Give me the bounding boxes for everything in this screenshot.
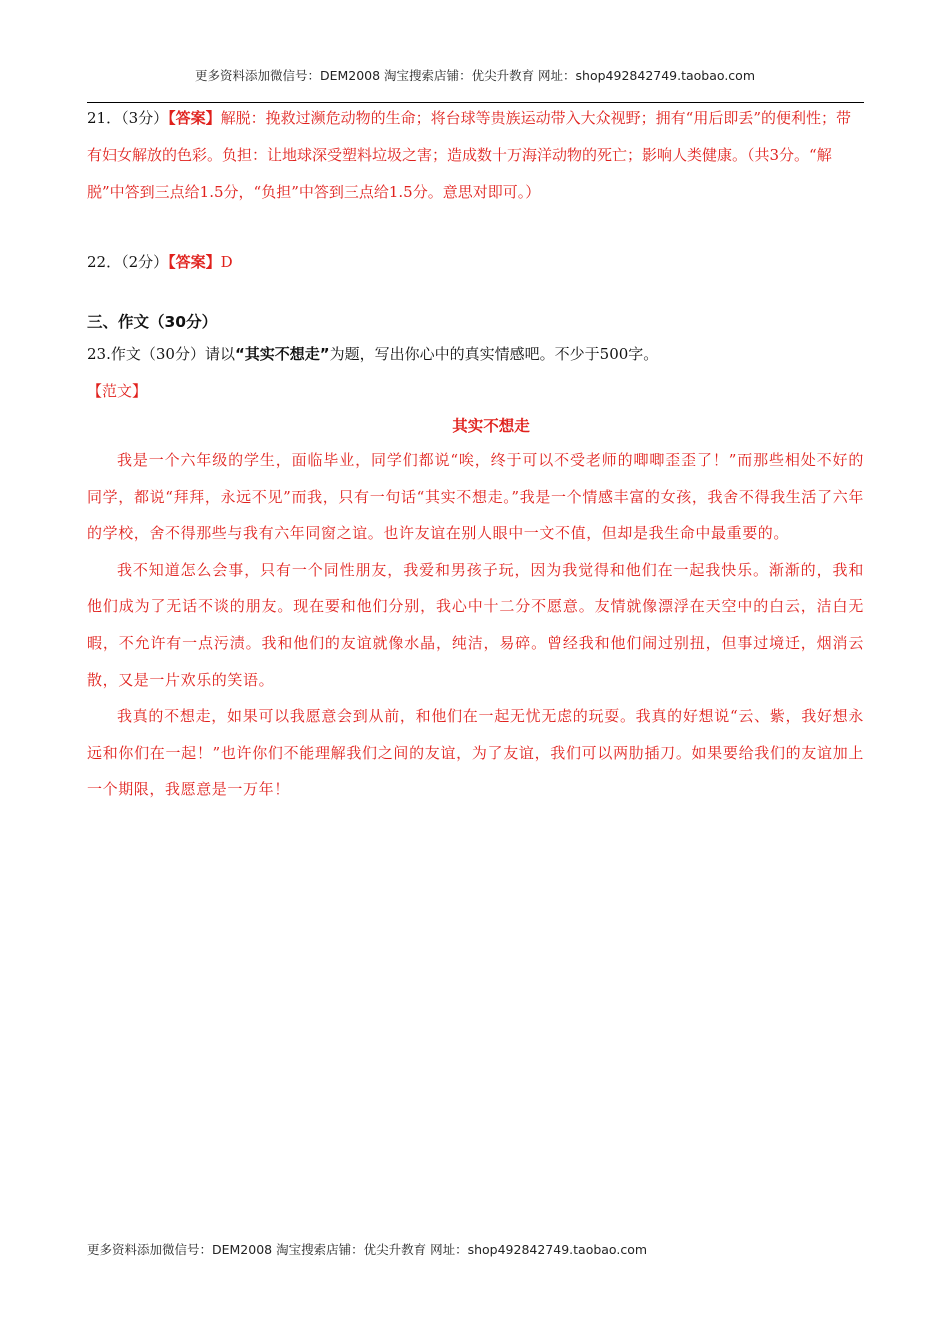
question-21-score: （3分） [121, 109, 169, 127]
question-23-prefix: 23.作文（30分）请以 [87, 345, 235, 363]
page-header: 更多资料添加微信号：DEM2008 淘宝搜索店铺：优尖升教育 网址：shop492842749.taobao.com [194, 68, 756, 83]
question-22-score: （2分） [121, 253, 169, 271]
question-21-number: 21． [87, 109, 122, 127]
question-22-answer-text: D [220, 253, 233, 271]
essay-paragraph: 我是一个六年级的学生，面临毕业，同学们都说“唉，终于可以不受老师的唧唧歪歪了！”而那些相处不好的同学，都说“拜拜，永远不见”而我，只有一句话“其实不想走。”我是一个情感丰富的女孩，我舍不得我生活了六年的学校，舍不得那些与我有六年同窗之谊。也许友谊在别人眼中一文不值，但却是我生命中最重要的。 [87, 451, 864, 543]
sample-essay-tag: 【范文】 [87, 382, 148, 400]
question-23-suffix: 为题，写出你心中的真实情感吧。不少于500字。 [329, 345, 659, 363]
essay-paragraph: 我真的不想走，如果可以我愿意会到从前，和他们在一起无忧无虑的玩耍。我真的好想说“云、紫，我好想永远和你们在一起！”也许你们不能理解我们之间的友谊，为了友谊，我们可以两肋插刀。如果要给我们的友谊加上一个期限，我愿意是一万年！ [87, 707, 864, 799]
sample-essay-title: 其实不想走 [452, 417, 530, 435]
question-22 [87, 244, 864, 281]
question-21-answer-text: 解脱：挽救过濒危动物的生命；将台球等贵族运动带入大众视野；拥有“用后即丢”的便利性；带有妇女解放的色彩。负担：让地球深受塑料垃圾之害；造成数十万海洋动物的死亡；影响人类健康。（共3分。“解脱”中答到三点给1.5分，“负担”中答到三点给1.5分。意思对即可。） [87, 109, 851, 201]
sample-essay-body [87, 442, 864, 808]
essay-paragraph: 我不知道怎么会事，只有一个同性朋友，我爱和男孩子玩，因为我觉得和他们在一起我快乐。渐渐的，我和他们成为了无话不谈的朋友。现在要和他们分别，我心中十二分不愿意。友情就像漂浮在天空中的白云，洁白无暇，不允许有一点污渍。我和他们的友谊就像水晶，纯洁，易碎。曾经我和他们闹过别扭，但事过境迁，烟消云散，又是一片欢乐的笑语。 [87, 560, 864, 689]
section-title: 三、作文（30分） [87, 313, 218, 331]
question-22-answer-tag: 【答案】 [168, 253, 221, 271]
page-footer: 更多资料添加微信号：DEM2008 淘宝搜索店铺：优尖升教育 网址：shop492842749.taobao.com [87, 1242, 648, 1257]
question-21-answer-tag: 【答案】 [168, 109, 221, 127]
question-22-number: 22． [87, 253, 122, 271]
question-23 [87, 343, 658, 364]
question-23-topic: “其实不想走” [234, 345, 330, 363]
question-21 [87, 100, 864, 211]
